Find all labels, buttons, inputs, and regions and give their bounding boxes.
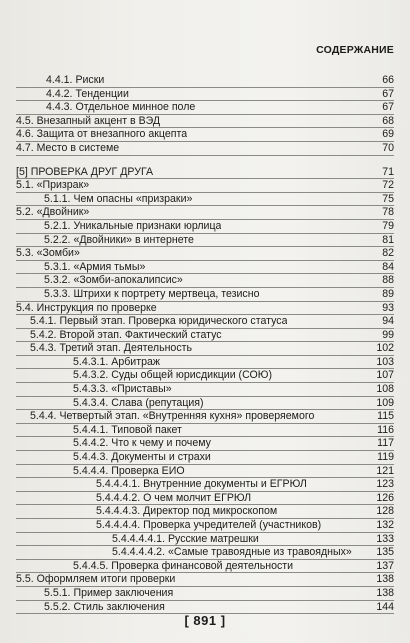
toc-entry-title: 5.1.1. Чем опасны «призраки» (44, 192, 193, 205)
toc-entry-title: 5.5. Оформляем итоги проверки (16, 573, 176, 586)
toc-entry-page: 126 (376, 491, 394, 504)
toc-entry-page: 138 (376, 573, 394, 586)
toc-entry-page: 66 (382, 74, 394, 86)
toc-entry-title: 5.1. «Призрак» (16, 179, 90, 192)
toc-entry-page: 133 (376, 532, 394, 545)
toc-entry-title: 4.6. Защита от внезапного акцепта (16, 128, 188, 141)
toc-entry-title: 5.4.4.4.3. Директор под микроскопом (96, 505, 278, 518)
toc-entry (16, 465, 394, 479)
toc-entry-page: 119 (377, 451, 394, 464)
toc-entry (16, 573, 394, 587)
toc-entry-title: 5.3.3. Штрихи к портрету мертвеца, тезисно (44, 287, 260, 300)
toc-entry-page: 93 (382, 301, 394, 314)
toc-entry-title: 5.2.1. Уникальные признаки юрлица (44, 219, 222, 232)
toc-entry (16, 315, 394, 329)
toc-entry-page: 70 (382, 141, 394, 154)
toc-entry (16, 410, 394, 424)
toc-entry-title: 4.5. Внезапный акцент в ВЭД (16, 114, 161, 127)
toc-entry-title: 5.4.3.4. Слава (репутация) (73, 396, 204, 409)
toc-entry-page: 102 (376, 342, 394, 355)
toc-entry-title: 5.4.4.4.4. Проверка учредителей (участников) (96, 519, 322, 531)
toc-entry (16, 166, 394, 180)
toc-entry (16, 369, 394, 383)
toc-entry (16, 519, 394, 533)
toc-entry-title: 4.4.1. Риски (46, 74, 105, 86)
toc-entry-page: 67 (382, 101, 394, 114)
toc-entry-page: 115 (377, 410, 394, 423)
toc-entry (16, 383, 394, 397)
toc-entry (16, 560, 394, 574)
toc-entry-page: 75 (382, 192, 394, 205)
toc-entry-title: 5.3.1. «Армия тьмы» (44, 260, 146, 273)
toc-entry-page: 71 (382, 165, 394, 178)
toc-entry (16, 492, 394, 506)
toc-entry-title: 5.4.4.4.4.2. «Самые травоядные из травоядных» (112, 546, 352, 559)
toc-entry-page: 103 (376, 355, 394, 368)
toc-entry-title: 5.4.3.1. Арбитраж (73, 355, 160, 368)
toc-entry-title: 5.4.4.3. Документы и страхи (73, 451, 211, 464)
table-of-contents (16, 74, 394, 614)
page-header: СОДЕРЖАНИЕ (316, 44, 394, 56)
toc-entry-title: 5.2. «Двойник» (16, 206, 90, 219)
toc-entry (16, 505, 394, 519)
toc-entry (16, 261, 394, 275)
toc-entry (16, 128, 394, 142)
toc-entry (16, 220, 394, 234)
toc-entry-title: 4.4.2. Тенденции (46, 87, 129, 100)
toc-entry (16, 101, 394, 115)
toc-entry-page: 138 (376, 586, 394, 599)
toc-entry (16, 247, 394, 261)
toc-entry-page: 99 (382, 328, 394, 341)
toc-entry (16, 302, 394, 316)
toc-entry-page: 121 (376, 464, 394, 477)
toc-entry (16, 329, 394, 343)
toc-entry-title: 4.7. Место в системе (16, 141, 120, 154)
toc-entry (16, 206, 394, 220)
toc-entry-page: 94 (382, 315, 394, 328)
toc-entry-page: 78 (382, 206, 394, 219)
toc-entry (16, 587, 394, 601)
page-number: [ 891 ] (184, 613, 226, 628)
toc-entry (16, 179, 394, 193)
toc-entry (16, 234, 394, 248)
toc-entry-page: 132 (376, 519, 394, 531)
toc-entry (16, 533, 394, 547)
toc-entry (16, 356, 394, 370)
toc-entry-title: 5.3. «Зомби» (16, 247, 80, 260)
toc-entry-page: 108 (376, 383, 394, 396)
toc-entry-title: 5.5.1. Пример заключения (44, 586, 174, 599)
toc-entry-page: 68 (382, 114, 394, 127)
toc-entry-page: 79 (382, 219, 394, 232)
toc-entry-page: 72 (382, 179, 394, 192)
toc-entry-page: 107 (376, 369, 394, 382)
toc-entry-page: 88 (382, 274, 394, 287)
toc-entry-page: 135 (376, 546, 394, 559)
toc-entry-title: 5.4.3.3. «Приставы» (73, 383, 172, 396)
toc-entry (16, 88, 394, 102)
toc-entry-title: 5.4.4.2. Что к чему и почему (73, 437, 211, 450)
toc-entry (16, 397, 394, 411)
toc-entry-title: 5.4.4.4.4.1. Русские матрешки (112, 532, 259, 545)
toc-entry-title: 5.3.2. «Зомби-апокалипсис» (44, 274, 183, 287)
toc-entry-page: 84 (382, 260, 394, 273)
toc-entry (16, 478, 394, 492)
toc-entry (16, 546, 394, 560)
toc-entry-title: 5.4.2. Второй этап. Фактический статус (30, 328, 222, 341)
toc-entry (16, 142, 394, 156)
toc-entry (16, 342, 394, 356)
toc-entry-page: 82 (382, 247, 394, 260)
toc-entry (16, 74, 394, 88)
toc-entry-title: 5.4.4.5. Проверка финансовой деятельности (73, 559, 294, 572)
toc-entry (16, 451, 394, 465)
toc-entry-title: 5.4.4.4.1. Внутренние документы и ЕГРЮЛ (96, 478, 307, 491)
toc-entry-title: 5.4.3. Третий этап. Деятельность (30, 342, 192, 355)
toc-entry-page: 67 (382, 87, 394, 100)
toc-entry-page: 81 (382, 233, 394, 246)
toc-entry-title: 5.4.1. Первый этап. Проверка юридического статуса (30, 315, 288, 328)
toc-entry-page: 117 (377, 437, 394, 450)
toc-entry (16, 274, 394, 288)
toc-entry-title: [5] ПРОВЕРКА ДРУГ ДРУГА (16, 165, 154, 178)
toc-entry-page: 109 (376, 396, 394, 409)
toc-entry-title: 5.2.2. «Двойники» в интернете (44, 233, 194, 246)
toc-entry-title: 5.4.4. Четвертый этап. «Внутренняя кухня» проверяемого (30, 410, 315, 423)
toc-entry (16, 288, 394, 302)
toc-entry-title: 5.4.3.2. Суды общей юрисдикции (СОЮ) (73, 369, 272, 382)
toc-entry-title: 5.5.2. Стиль заключения (44, 600, 165, 613)
toc-entry-title: 5.4. Инструкция по проверке (16, 301, 157, 314)
toc-entry-page: 128 (376, 505, 394, 518)
toc-entry-page: 144 (376, 600, 394, 613)
toc-entry (16, 115, 394, 129)
toc-entry-title: 5.4.4.1. Типовой пакет (73, 423, 182, 436)
toc-entry-page: 89 (382, 287, 394, 300)
toc-entry-page: 123 (376, 478, 394, 491)
toc-entry (16, 424, 394, 438)
toc-entry-page: 137 (376, 559, 394, 572)
toc-entry-page: 116 (377, 423, 394, 436)
toc-entry-title: 4.4.3. Отдельное минное поле (46, 101, 196, 114)
toc-entry (16, 437, 394, 451)
toc-entry (16, 193, 394, 207)
toc-entry-title: 5.4.4.4.2. О чем молчит ЕГРЮЛ (96, 491, 252, 504)
toc-entry-title: 5.4.4.4. Проверка ЕИО (73, 464, 185, 477)
toc-entry-page: 69 (382, 128, 394, 141)
